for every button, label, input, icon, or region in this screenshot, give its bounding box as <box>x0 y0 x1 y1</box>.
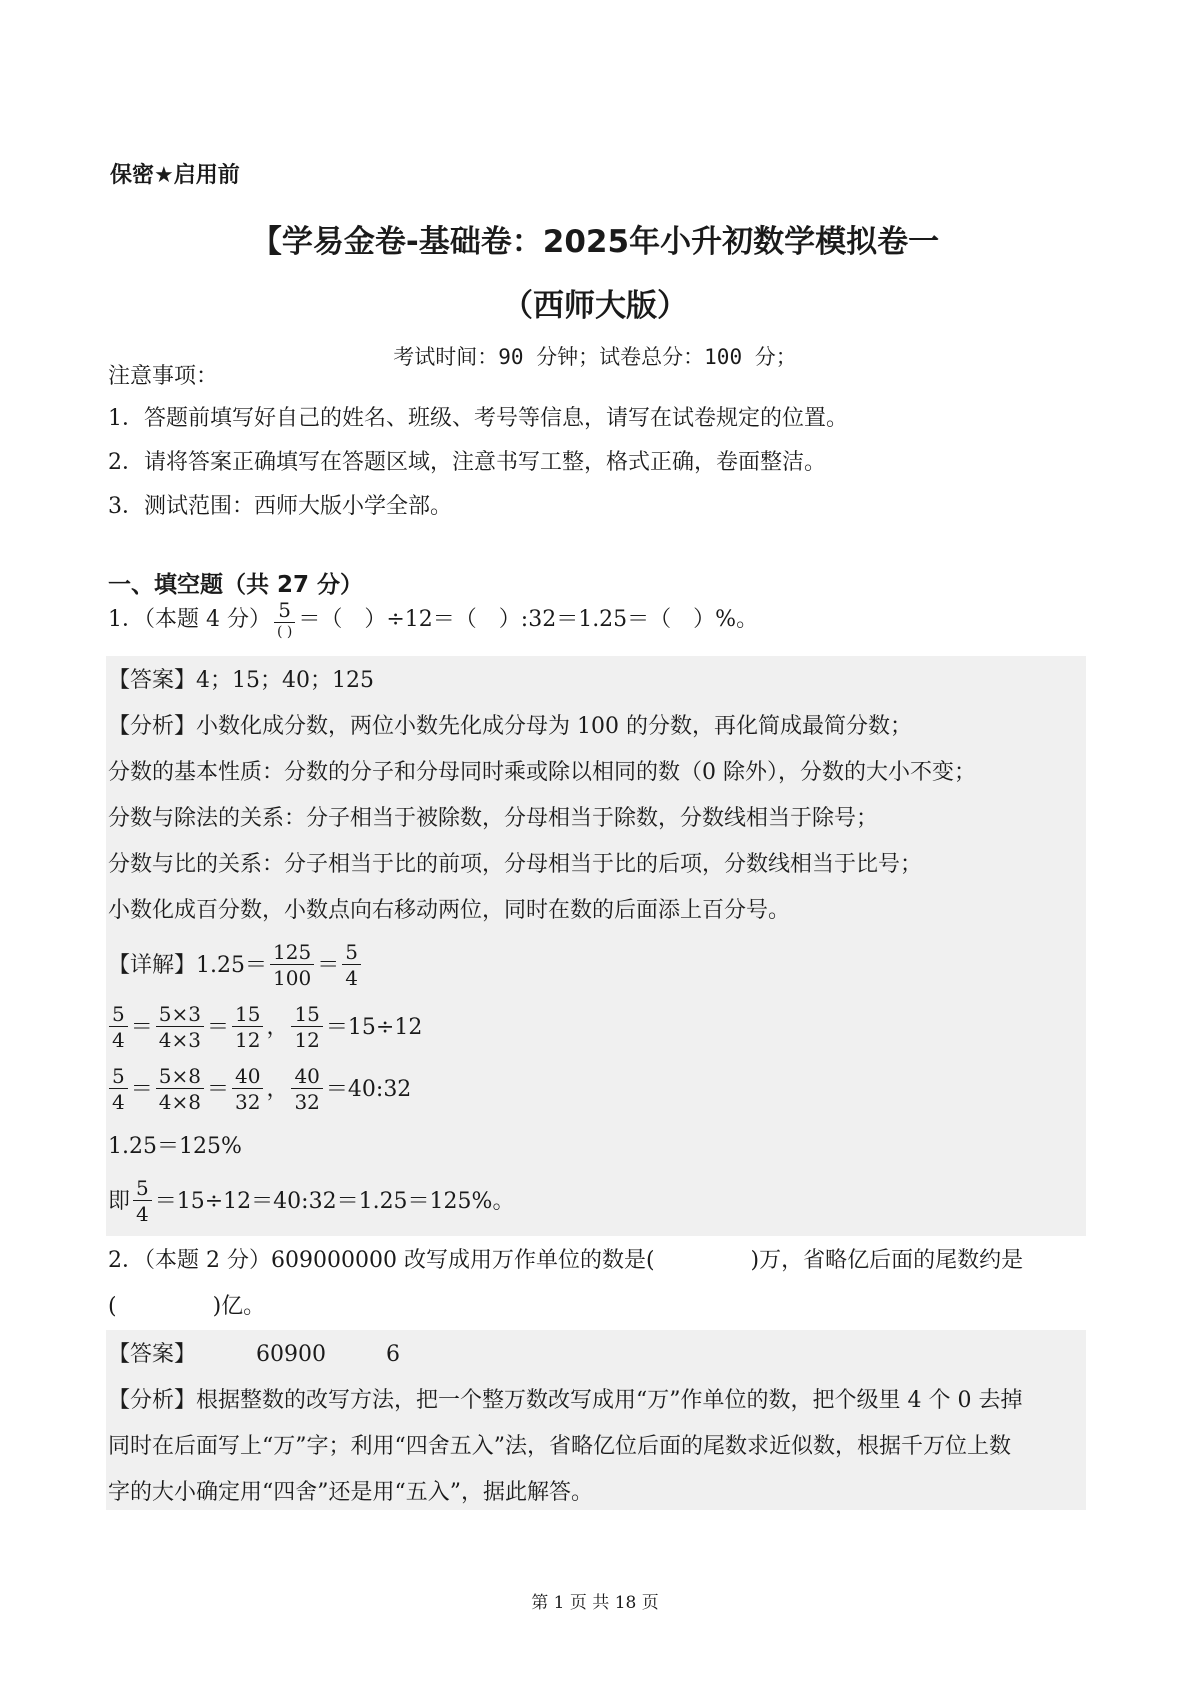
fraction: $\frac{40}{32}$ <box>232 1064 263 1115</box>
fraction: $\frac{5}{4}$ <box>109 1002 128 1053</box>
detail-line: 1.25＝125% <box>108 1134 242 1159</box>
fraction: $\frac{5\times 3}{4\times 3}$ <box>156 1002 204 1053</box>
analysis-line: 同时在后面写上“万”字；利用“四舍五入”法，省略亿位后面的尾数求近似数，根据千万位上数 <box>108 1434 1011 1459</box>
note-item: 1．答题前填写好自己的姓名、班级、考号等信息，请写在试卷规定的位置。 <box>108 406 848 431</box>
exam-info: 考试时间：90 分钟；试卷总分：100 分； <box>393 345 797 369</box>
question-1-prefix: 1．（本题 4 分） <box>108 606 271 632</box>
section-heading: 一、填空题（共 27 分） <box>108 572 364 598</box>
question-1-text: ＝（ ）÷12＝（ ）:32＝1.25＝（ ）%。 <box>298 606 759 632</box>
fraction: $\frac{5\times 8}{4\times 8}$ <box>156 1064 204 1115</box>
fraction: $\frac{15}{12}$ <box>232 1002 263 1053</box>
question-2-stem: 2．（本题 2 分）609000000 改写成用万作单位的数是( )万，省略亿后面的尾数约是 <box>108 1248 1024 1273</box>
answer: 【答案】4；15；40；125 <box>108 668 374 693</box>
detail-final-line: 即 $\frac{5}{4}$ ＝15÷12＝40:32＝1.25＝125%。 <box>108 1176 515 1226</box>
page-number: 第 1 页 共 18 页 <box>531 1593 659 1613</box>
notes-heading: 注意事项： <box>108 364 219 389</box>
analysis-line: 分数的基本性质：分数的分子和分母同时乘或除以相同的数（0 除外），分数的大小不变； <box>108 760 976 785</box>
detail-equation-row: $\frac{5}{4}$ ＝ $\frac{5\times 8}{4\times 8}$ ＝ $\frac{40}{32}$ ， $\frac{40}{32}$ ＝40:32 <box>106 1064 411 1115</box>
analysis-line: 【分析】小数化成分数，两位小数先化成分母为 100 的分数，再化简成最简分数； <box>108 714 912 739</box>
fraction: $\frac{5}{4}$ <box>109 1064 128 1115</box>
analysis-line: 分数与除法的关系：分子相当于被除数，分母相当于除数，分数线相当于除号； <box>108 806 879 831</box>
answer: 【答案】 60900 6 <box>108 1342 401 1367</box>
fraction: $\frac{15}{12}$ <box>291 1002 322 1053</box>
detail-equation-row: $\frac{5}{4}$ ＝ $\frac{5\times 3}{4\times 3}$ ＝ $\frac{15}{12}$ ， $\frac{15}{12}$ ＝15÷12 <box>106 1002 422 1053</box>
analysis-line: 分数与比的关系：分子相当于比的前项，分母相当于比的后项，分数线相当于比号； <box>108 852 923 877</box>
confidential-label: 保密★启用前 <box>110 163 240 188</box>
analysis-line: 小数化成百分数，小数点向右移动两位，同时在数的后面添上百分号。 <box>108 898 791 923</box>
exam-title: 【学易金卷-基础卷：2025年小升初数学模拟卷一 <box>250 224 940 260</box>
fraction: $\frac{5}{4}$ <box>133 1176 152 1227</box>
fraction: $\frac{40}{32}$ <box>291 1064 322 1115</box>
note-item: 3．测试范围：西师大版小学全部。 <box>108 494 452 519</box>
fraction: $\frac{5}{( )}$ <box>274 598 295 641</box>
detail-line: 【详解】1.25＝ $\frac{125}{100}$ ＝ $\frac{5}{4}$ <box>108 940 364 991</box>
fraction: $\frac{5}{4}$ <box>342 940 361 991</box>
question-2-stem-cont: ( )亿。 <box>108 1294 266 1319</box>
exam-subtitle: （西师大版） <box>502 288 688 324</box>
note-item: 2．请将答案正确填写在答题区域，注意书写工整，格式正确，卷面整洁。 <box>108 450 826 475</box>
analysis-line: 【分析】根据整数的改写方法，把一个整万数改写成用“万”作单位的数，把个级里 4 个 0 去掉 <box>108 1388 1023 1413</box>
question-1-stem <box>108 598 758 641</box>
analysis-line: 字的大小确定用“四舍”还是用“五入”，据此解答。 <box>108 1480 593 1505</box>
fraction: $\frac{125}{100}$ <box>270 940 314 991</box>
